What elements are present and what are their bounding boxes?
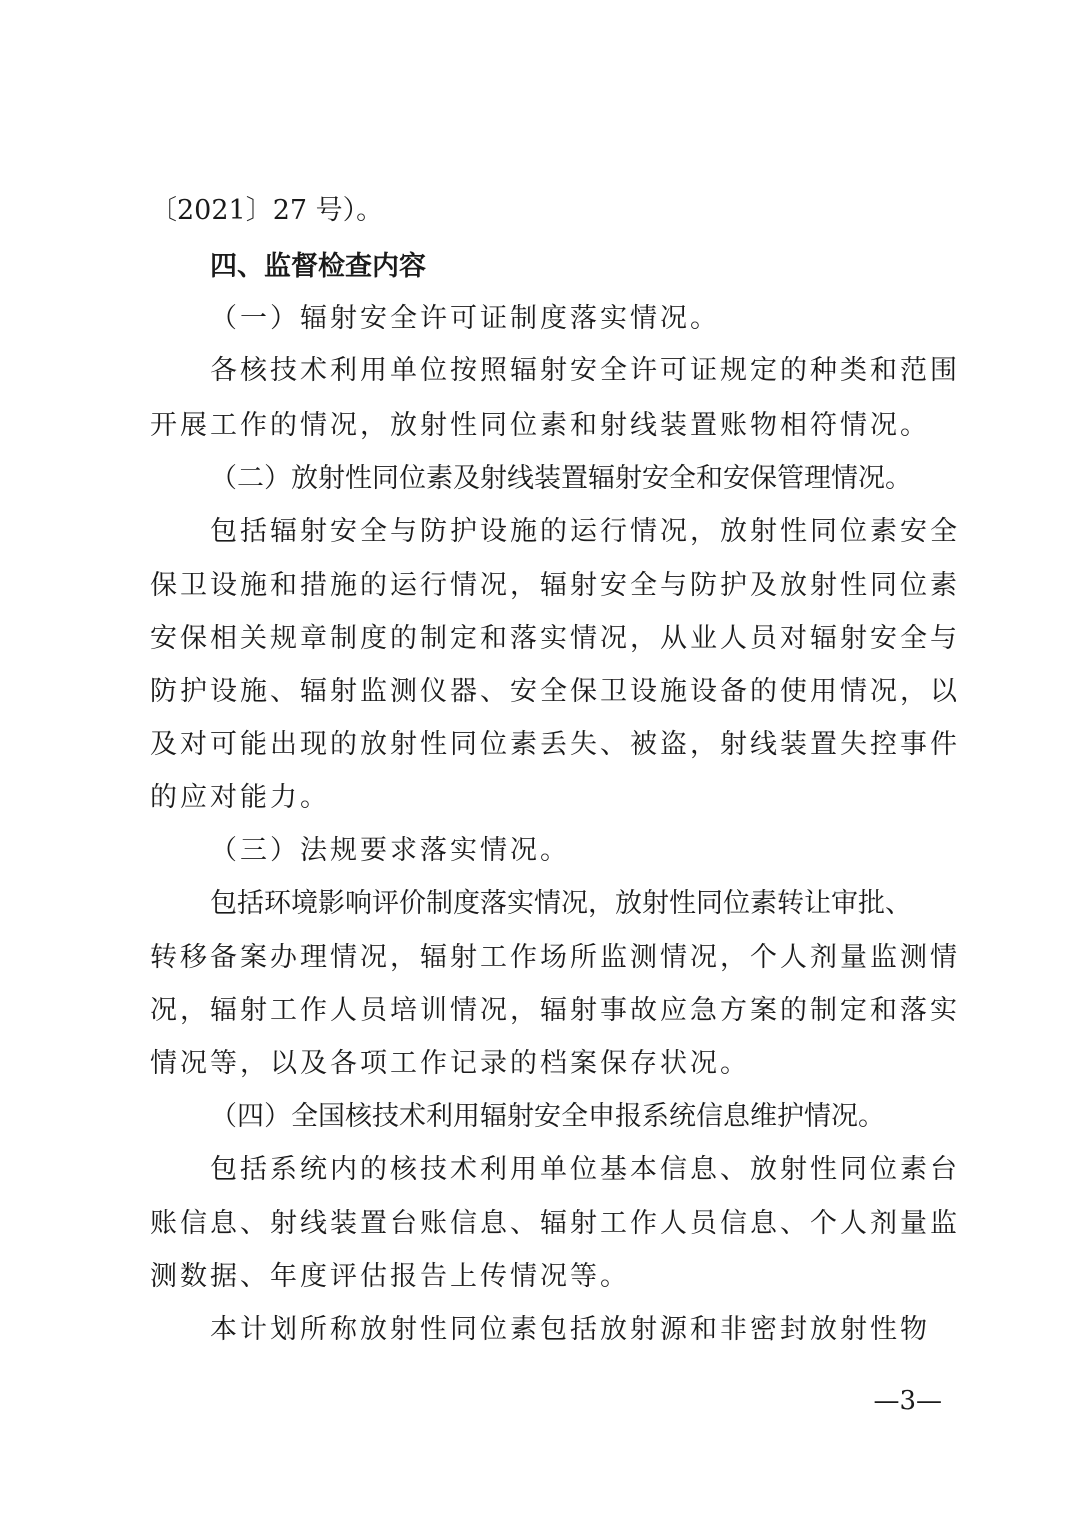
body-text-line: 本计划所称放射性同位素包括放射源和非密封放射性物 <box>210 1314 930 1345</box>
body-text-line: 各核技术利用单位按照辐射安全许可证规定的种类和范围 <box>210 355 960 386</box>
subsection-heading: （四）全国核技术利用辐射安全申报系统信息维护情况。 <box>210 1101 885 1132</box>
body-text-line: 况，辐射工作人员培训情况，辐射事故应急方案的制定和落实 <box>150 995 960 1026</box>
subsection-heading: （三）法规要求落实情况。 <box>210 835 570 866</box>
section-heading: 四、监督检查内容 <box>210 251 426 282</box>
body-text-line: 安保相关规章制度的制定和落实情况，从业人员对辐射安全与 <box>150 623 960 654</box>
body-text-line: 转移备案办理情况，辐射工作场所监测情况，个人剂量监测情 <box>150 942 960 973</box>
body-text-line: 情况等，以及各项工作记录的档案保存状况。 <box>150 1048 750 1079</box>
body-text-line: 保卫设施和措施的运行情况，辐射安全与防护及放射性同位素 <box>150 570 960 601</box>
subsection-heading: （二）放射性同位素及射线装置辐射安全和安保管理情况。 <box>210 463 912 494</box>
body-text-line: 的应对能力。 <box>150 782 330 813</box>
body-text-line: 及对可能出现的放射性同位素丢失、被盗，射线装置失控事件 <box>150 729 960 760</box>
body-text-line: 测数据、年度评估报告上传情况等。 <box>150 1261 630 1292</box>
body-text-line: 防护设施、辐射监测仪器、安全保卫设施设备的使用情况，以 <box>150 676 960 707</box>
body-text-line: 包括辐射安全与防护设施的运行情况，放射性同位素安全 <box>210 516 960 547</box>
body-text-line: 账信息、射线装置台账信息、辐射工作人员信息、个人剂量监 <box>150 1208 960 1239</box>
body-text-line: 开展工作的情况，放射性同位素和射线装置账物相符情况。 <box>150 410 930 441</box>
page-number: —3— <box>873 1386 942 1416</box>
body-text-line: 包括环境影响评价制度落实情况，放射性同位素转让审批、 <box>210 888 912 919</box>
subsection-heading: （一）辐射安全许可证制度落实情况。 <box>210 303 720 334</box>
body-text-line: 〔2021〕27 号）。 <box>150 195 384 226</box>
body-text-line: 包括系统内的核技术利用单位基本信息、放射性同位素台 <box>210 1154 960 1185</box>
